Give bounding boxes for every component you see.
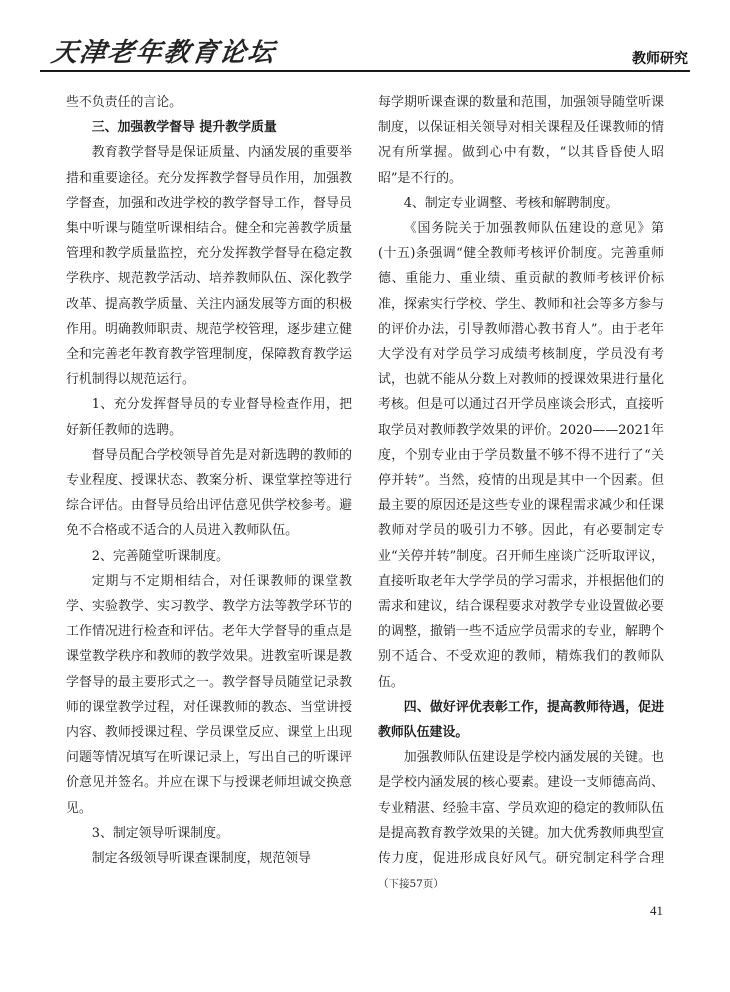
paragraph [378,745,664,897]
masthead [40,26,690,70]
right-column [378,90,664,898]
journal-logo: 天津老年教育论坛 [49,38,278,68]
subheading: 2、完善随堂听课制度。 [91,548,229,564]
continuation-note: （下接57页） [378,878,444,891]
paragraph: 督导员配合学校领导首先是对新选聘的教师的专业程度、授课状态、教案分析、课堂掌控等进行综合评估。由督导员给出评估意见供学校参考。避免不合格或不适合的人员进入教师队伍。 [66,447,352,539]
section-heading: 四、做好评优表彰工作，提高教师待遇，促进教师队伍建设。 [378,699,664,741]
paragraph: 定期与不定期相结合，对任课教师的课堂教学、实验教学、实习教学、教学方法等教学环节的工作情况进行检查和评估。老年大学督导的重点是课堂教学秩序和教师的教学效果。进教室听课是教学督导的最主要形式之一。教学督导员随堂记录教师的课堂教学过程，对任课教师的教态、当堂讲授内容、教师授课过程、学员课堂反应、课堂上出现问题等情况填写在听课记录上，写出自己的听课评价意见并签名。并应在课下与授课老师坦诚交换意见。 [66,573,352,816]
subheading: 3、制定领导听课制度。 [91,825,229,841]
paragraph-text: 加强教师队伍建设是学校内涵发展的关键。也是学校内涵发展的核心要素。建设一支师德高尚、专业精湛、经验丰富、学员欢迎的稳定的教师队伍是提高教育教学效果的关键。加大优秀教师典型宣传力度，促进形成良好风气。研究制定科学合理 [378,750,664,867]
paragraph: 制定各级领导听课查课制度，规范领导 [91,851,311,867]
paragraph: 每学期听课查课的数量和范围，加强领导随堂听课制度，以保证相关领导对相关课程及任课教师的情况有所掌握。做到心中有数，“以其昏昏使人昭昭”是不行的。 [378,95,664,186]
left-column [66,90,352,871]
section-label: 教师研究 [632,51,688,67]
section-heading: 三、加强教学督导 提升教学质量 [91,120,277,136]
paragraph: 教育教学督导是保证质量、内涵发展的重要举措和重要途径。充分发挥教学督导员作用，加强教学督查，加强和改进学校的教学督导工作，督导员集中听课与随堂听课相结合。健全和完善教学质量管理和教学质量监控，充分发挥教学督导在稳定教学秩序、规范教学活动、培养教师队伍、深化教学改革、提高教学质量、关注内涵发展等方面的积极作用。明确教师职责、规范学校管理，逐步建立健全和完善老年教育教学管理制度，保障教育教学运行机制得以规范运行。 [66,145,352,388]
subheading: 4、制定专业调整、考核和解聘制度。 [403,195,619,211]
paragraph: 1、充分发挥督导员的专业督导检查作用，把好新任教师的选聘。 [66,397,352,438]
header-rule [40,70,690,72]
paragraph: 些不负责任的言论。 [66,95,183,110]
paragraph: 《国务院关于加强教师队伍建设的意见》第(十五)条强调“健全教师考核评价制度。完善重师德、重能力、重业绩、重贡献的教师考核评价标准，探索实行学校、学生、教师和社会等多方参与的评价办法，引导教师潜心教书育人”。由于老年大学没有对学员学习成绩考核制度，学员没有考试，也就不能从分数上对教师的授课效果进行量化考核。但是可以通过召开学员座谈会形式，直接听取学员对教师教学效果的评价。2020——2021年度，个别专业由于学员数量不够不得不进行了“关停并转”。当然，疫情的出现是其中一个因素。但最主要的原因还是这些专业的课程需求减少和任课教师对学员的吸引力不够。因此，有必要制定专业“关停并转”制度。召开师生座谈广泛听取评议，直接听取老年大学学员的学习需求，并根据他们的需求和建议，结合课程要求对教学专业设置做必要的调整，撤销一些不适应学员需求的专业，解聘个别不适合、不受欢迎的教师，精炼我们的教师队伍。 [378,221,664,690]
page-number: 41 [650,903,663,918]
